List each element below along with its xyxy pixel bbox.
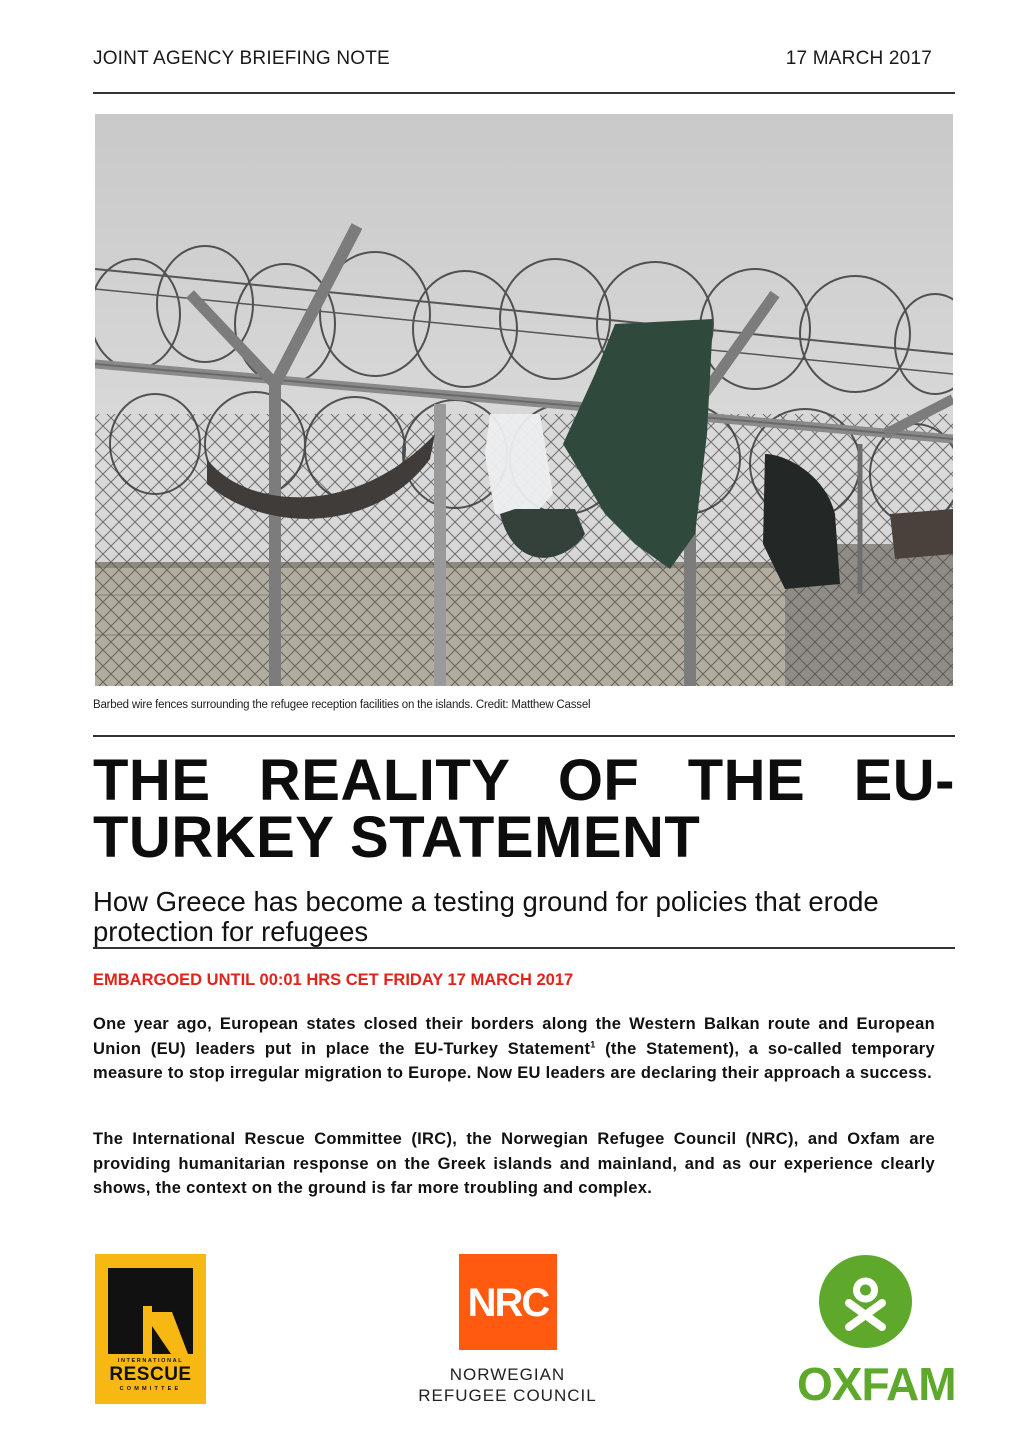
footnote-marker[interactable]: 1 bbox=[590, 1039, 596, 1049]
body-paragraph-2: The International Rescue Committee (IRC), the Norwegian Refugee Council (NRC), and Oxfam are providing humanitarian response on the Greek islands and mainland, and as our experience clearly shows, the context on the ground is far more troubling and complex. bbox=[93, 1130, 935, 1197]
photo-caption: Barbed wire fences surrounding the refugee reception facilities on the islands. Credit: Matthew Cassel bbox=[93, 699, 591, 711]
document-subtitle: How Greece has become a testing ground for policies that erode protection for refugees bbox=[93, 886, 879, 947]
header-divider bbox=[93, 92, 955, 94]
body-paragraph-1-text-a: One year ago, European states closed their borders along the Western Balkan route and European Union (EU) leaders put in place the EU-Turkey Statement bbox=[93, 1015, 935, 1058]
nrc-logo-mark: NRC bbox=[467, 1281, 549, 1325]
nrc-logo bbox=[459, 1254, 557, 1350]
irc-logo-line-3: COMMITTEE bbox=[119, 1386, 182, 1392]
header-document-type: JOINT AGENCY BRIEFING NOTE bbox=[93, 48, 390, 69]
irc-logo-line-2: RESCUE bbox=[109, 1364, 192, 1385]
header-date: 17 MARCH 2017 bbox=[785, 48, 932, 69]
caption-divider bbox=[93, 735, 955, 737]
irc-logo bbox=[95, 1254, 206, 1404]
nrc-name-line-2: REFUGEE COUNCIL bbox=[418, 1386, 597, 1405]
embargo-notice: EMBARGOED UNTIL 00:01 HRS CET FRIDAY 17 MARCH 2017 bbox=[93, 971, 574, 989]
oxfam-logo-word: OXFAM bbox=[797, 1358, 956, 1410]
subtitle-divider bbox=[93, 947, 955, 949]
body-paragraph-1 bbox=[93, 1012, 935, 1086]
irc-arrow-icon bbox=[108, 1268, 193, 1354]
oxfam-logo-icon bbox=[819, 1255, 912, 1348]
nrc-name-line-1: NORWEGIAN bbox=[449, 1365, 566, 1384]
body-paragraph-1-text-b: (the Statement), a so-called temporary measure to stop irregular migration to Europe. Now EU leaders are declaring their approach a success. bbox=[93, 1039, 935, 1082]
cover-photo bbox=[95, 114, 953, 686]
document-title: THE REALITY OF THE EU-TURKEY STATEMENT bbox=[93, 748, 955, 870]
irc-logo-line-1: INTERNATIONAL bbox=[117, 1358, 184, 1364]
